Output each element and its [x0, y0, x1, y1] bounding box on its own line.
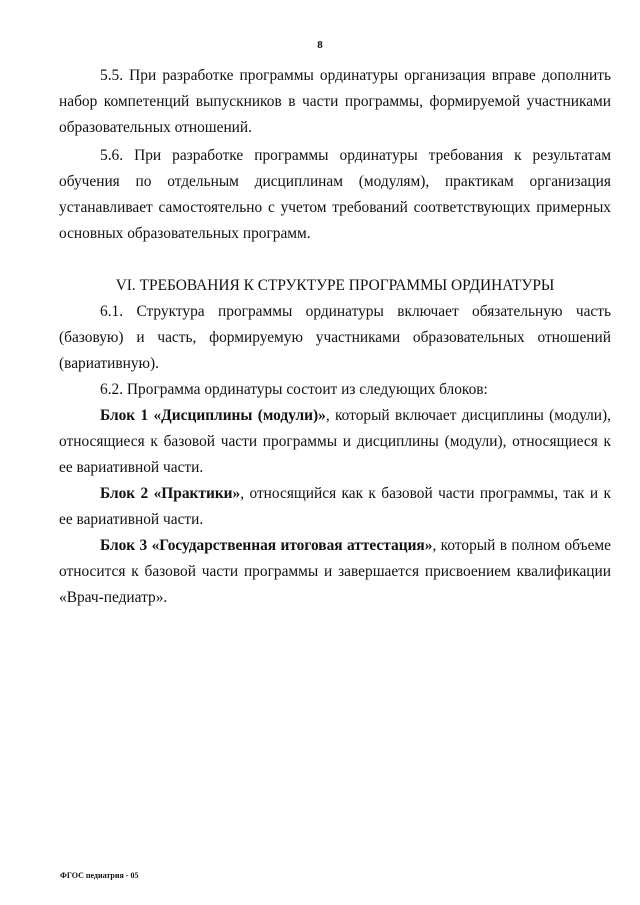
block-2-label: Блок 2 «Практики» [100, 485, 241, 502]
paragraph-6-1: 6.1. Структура программы ординатуры включает обязательную часть (базовую) и часть, формируемую участниками образовательных отношений (вариативную). [59, 303, 611, 372]
block-3-label: Блок 3 «Государственная итоговая аттестация» [100, 537, 433, 554]
paragraph-5-5: 5.5. При разработке программы ординатуры организация вправе дополнить набор компетенций выпускников в части программы, формируемой участниками образовательных отношений. [59, 67, 611, 136]
footer-label: ФГОС педиатрия - 05 [60, 871, 139, 880]
block-2-text: , относящийся как к базовой части программы, так и к ее вариативной части. [59, 485, 611, 528]
paragraph-5-6: 5.6. При разработке программы ординатуры требования к результатам обучения по отдельным дисциплинам (модулям), практикам организация устанавливает самостоятельно с учетом требований соответствующих примерных основных образовательных программ. [59, 147, 611, 242]
document-body [59, 63, 611, 611]
block-1-text: , который включает дисциплины (модули), относящиеся к базовой части программы и дисциплины (модули), относящиеся к ее вариативной части. [59, 407, 611, 476]
block-1-paragraph [59, 403, 611, 481]
block-2-paragraph [59, 481, 611, 533]
block-3-text: , который в полном объеме относится к базовой части программы и завершается присвоением квалификации «Врач-педиатр». [59, 537, 611, 606]
block-3-paragraph [59, 533, 611, 611]
block-1-label: Блок 1 «Дисциплины (модули)» [100, 407, 326, 424]
page-number: 8 [317, 39, 323, 51]
paragraph-6-2: 6.2. Программа ординатуры состоит из следующих блоков: [100, 381, 488, 398]
section-title: VI. ТРЕБОВАНИЯ К СТРУКТУРЕ ПРОГРАММЫ ОРДИНАТУРЫ [115, 277, 555, 294]
